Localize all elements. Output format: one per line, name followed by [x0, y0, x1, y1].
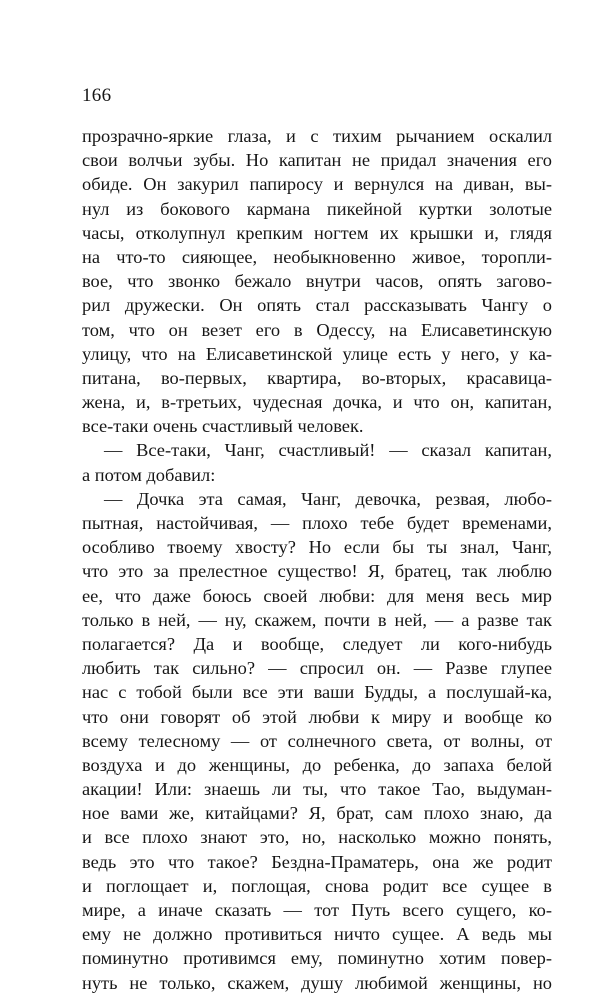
text-line: всему телесному — от солнечного света, от волны, от: [82, 730, 552, 751]
text-line: нас с тобой были все эти ваши Будды, а послушай-ка,: [82, 682, 552, 703]
text-line: а потом добавил:: [82, 464, 216, 485]
text-line: любить так сильно? — спросил он. — Разве глупее: [82, 658, 552, 679]
text-line: — Дочка эта самая, Чанг, девочка, резвая, любо-: [104, 488, 552, 509]
text-line: улицу, что на Елисаветинской улице есть у него, у ка-: [82, 343, 552, 364]
text-line: прозрачно-яркие глаза, и с тихим рычанием оскалил: [82, 126, 552, 146]
text-line: вое, что звонко бежало внутри часов, опять загово-: [82, 271, 552, 292]
text-line: — Все-таки, Чанг, счастливый! — сказал капитан,: [104, 440, 552, 461]
text-line: особливо твоему хвосту? Но если бы ты знал, Чанг,: [82, 537, 552, 558]
text-line: на что-то сияющее, необыкновенно живое, торопли-: [82, 246, 552, 267]
text-line: и поглощает и, поглощая, снова родит все сущее в: [82, 875, 552, 896]
body-text: [82, 124, 552, 995]
text-line: питана, во-первых, квартира, во-вторых, красавица-: [82, 367, 552, 388]
text-line: нул из бокового кармана пикейной куртки золотые: [82, 198, 552, 219]
text-line: жена, и, в-третьих, чудесная дочка, и что он, капитан,: [82, 392, 552, 413]
text-line: что это за прелестное существо! Я, братец, так люблю: [82, 561, 552, 582]
text-line: обиде. Он закурил папиросу и вернулся на диван, вы-: [82, 174, 552, 195]
text-line: все-таки очень счастливый человек.: [82, 416, 364, 437]
text-line: пытная, настойчивая, — плохо тебе будет временами,: [82, 513, 552, 533]
text-line: часы, отколупнул крепким ногтем их крышки и, глядя: [82, 222, 552, 243]
text-line: что они говорят об этой любви к миру и вообще ко: [82, 706, 552, 727]
text-line: поминутно противимся ему, поминутно хотим повер-: [82, 948, 552, 969]
text-line: ведь это что такое? Бездна-Праматерь, она же родит: [82, 851, 552, 872]
text-line: рил дружески. Он опять стал рассказывать Чангу о: [82, 295, 552, 316]
text-line: ее, что даже боюсь своей любви: для меня весь мир: [82, 585, 552, 606]
page-number: 166: [82, 85, 112, 106]
text-line: свои волчьи зубы. Но капитан не придал значения его: [82, 150, 552, 171]
text-line: полагается? Да и вообще, следует ли кого-нибудь: [82, 633, 552, 654]
text-line: ему не должно противиться ничто сущее. А ведь мы: [82, 924, 552, 945]
text-line: нуть не только, скажем, душу любимой женщины, но: [82, 972, 552, 993]
text-line: и все плохо знают это, но, насколько можно понять,: [82, 827, 552, 848]
text-line: только в ней, — ну, скажем, почти в ней, — а разве так: [82, 609, 552, 630]
text-line: ное вами же, китайцами? Я, брат, сам плохо знаю, да: [82, 803, 552, 824]
text-line: том, что он везет его в Одессу, на Елисаветинскую: [82, 319, 552, 340]
text-line: воздуха и до женщины, до ребенка, до запаха белой: [82, 754, 552, 775]
text-line: акации! Или: знаешь ли ты, что такое Тао, выдуман-: [82, 779, 552, 800]
text-line: мире, а иначе сказать — тот Путь всего сущего, ко-: [82, 900, 552, 920]
